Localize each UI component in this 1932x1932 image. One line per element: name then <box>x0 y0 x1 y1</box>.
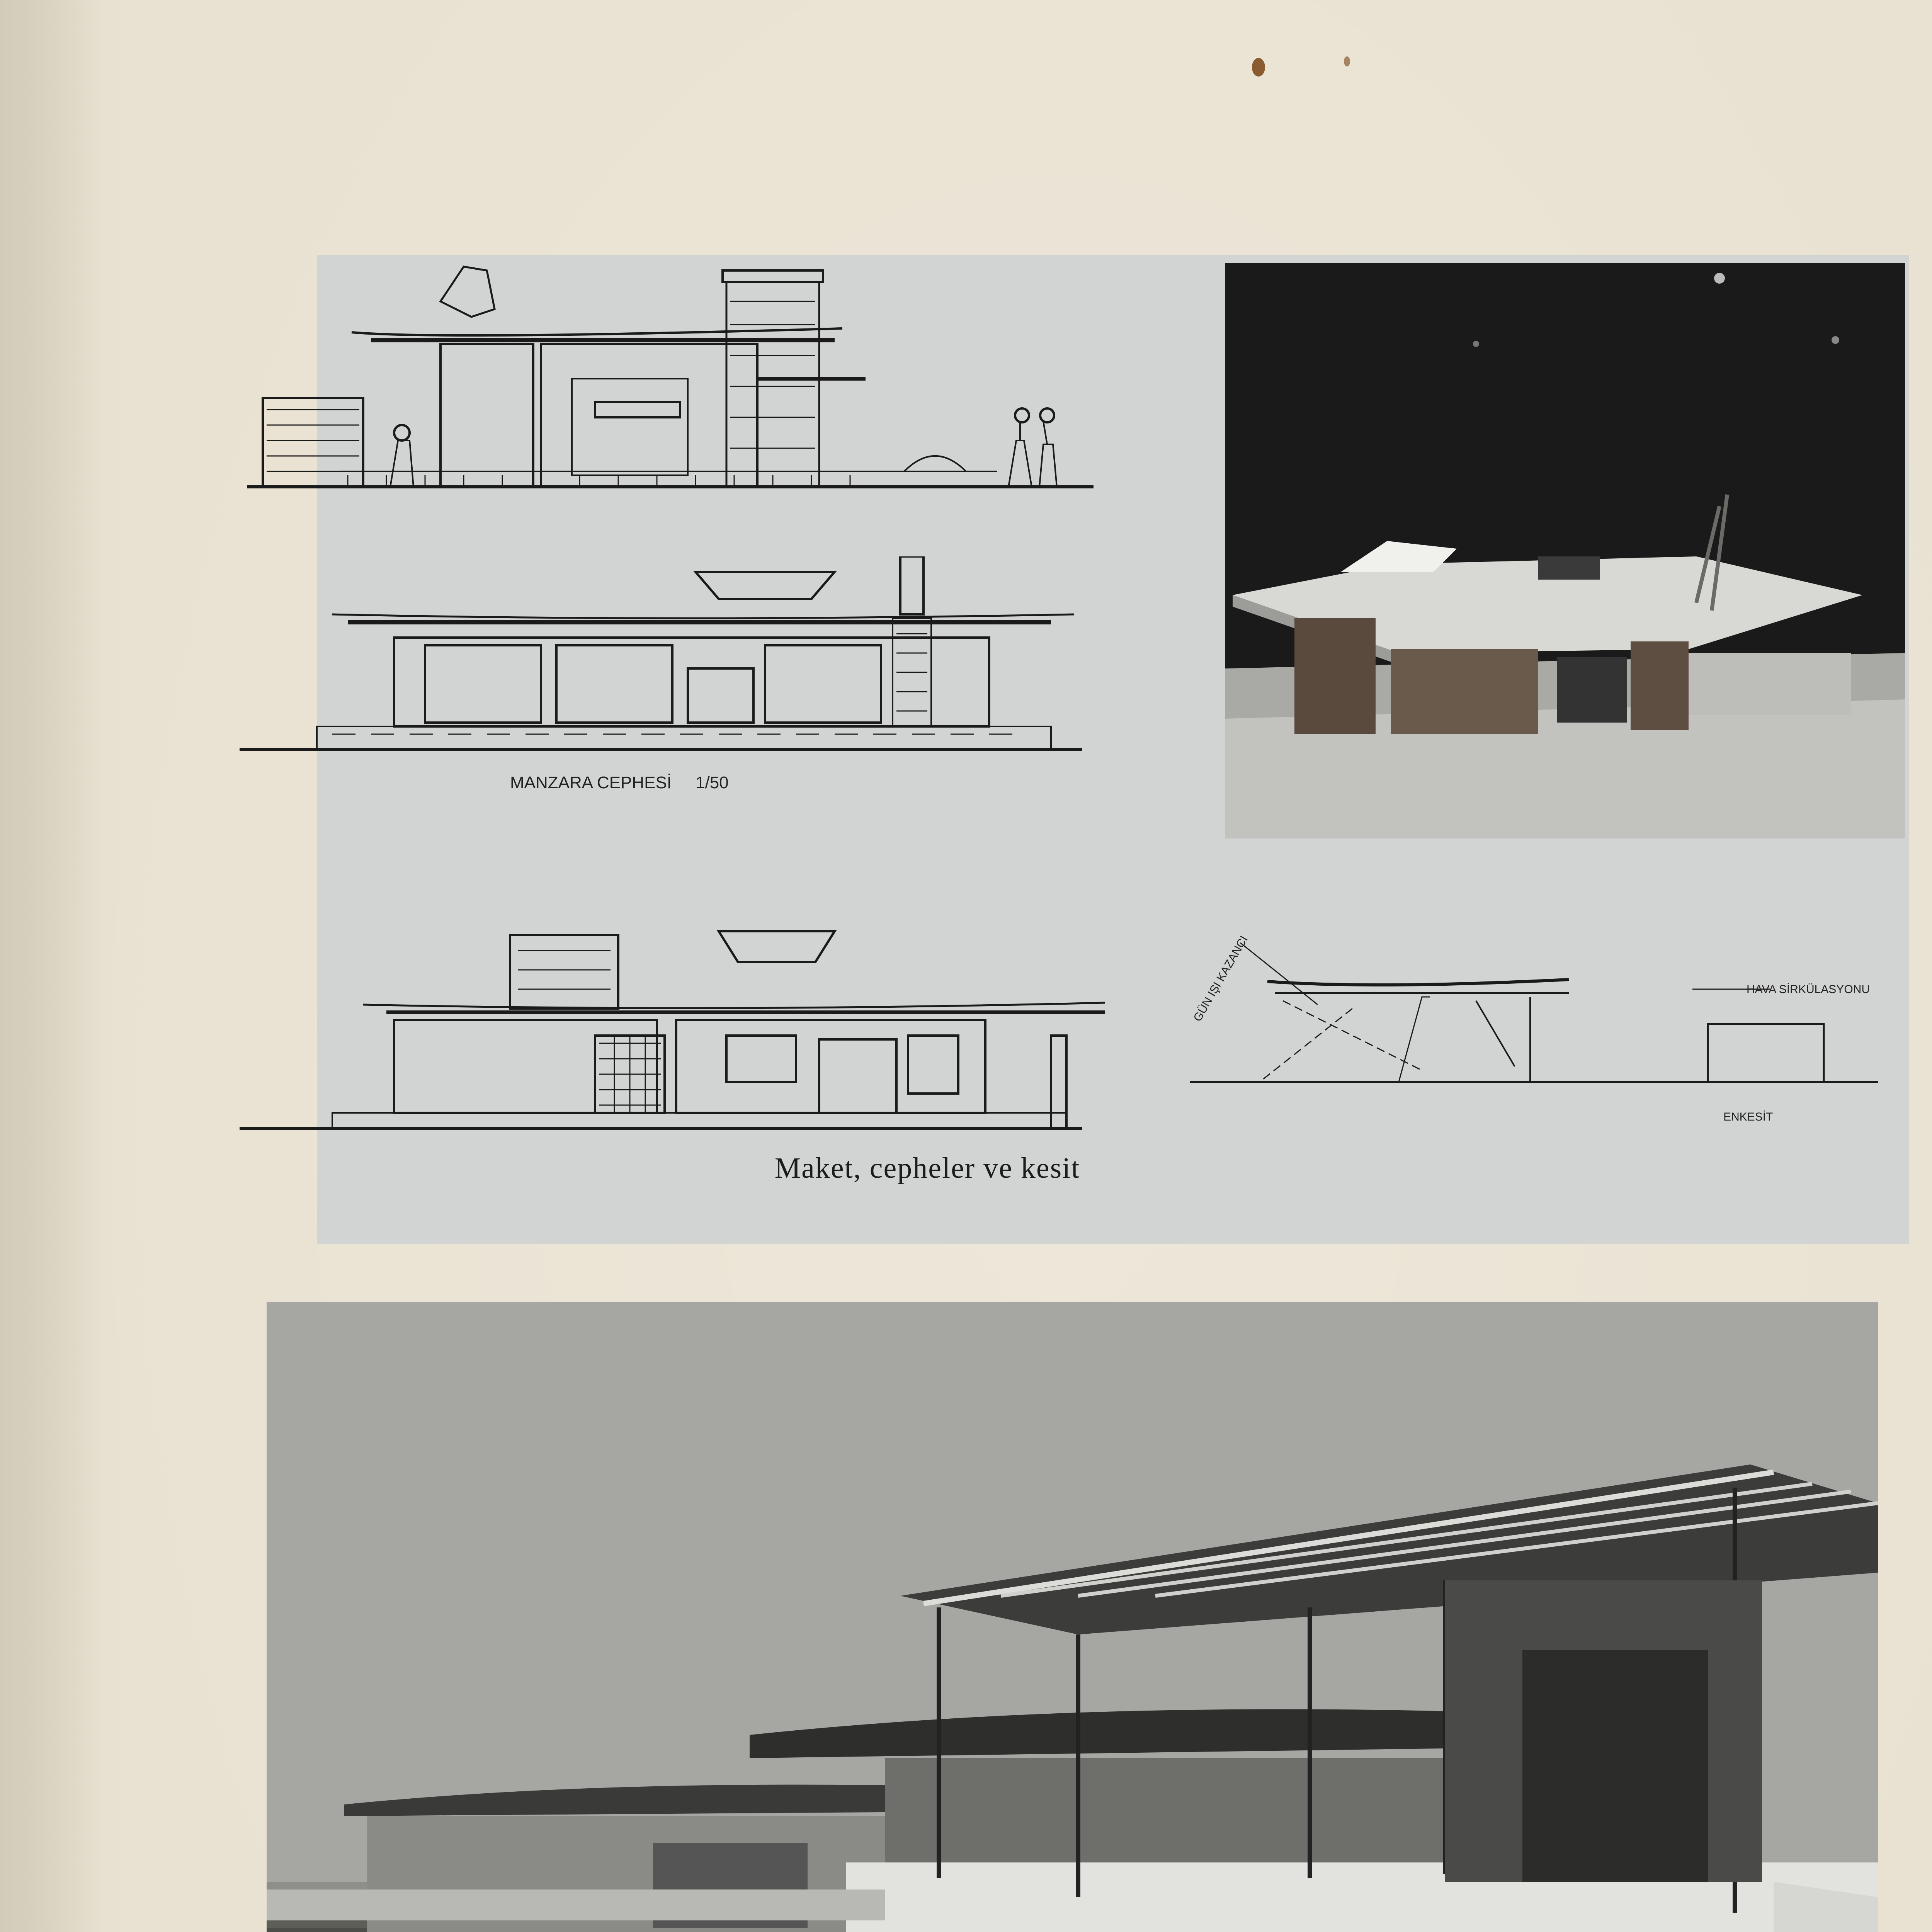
house-exterior-image <box>267 1302 1878 1932</box>
elevation-drawing-1 <box>224 255 1097 526</box>
architectural-model-image <box>1225 263 1905 838</box>
elevation-drawing-2 <box>216 556 1105 796</box>
section-label-bottom: ENKESİT <box>1723 1111 1773 1123</box>
elevation-drawing-3 <box>216 920 1105 1159</box>
figure-caption: Maket, cepheler ve kesit <box>774 1152 1080 1184</box>
house-exterior-photo <box>267 1302 1878 1932</box>
paper-stain <box>1252 58 1265 77</box>
elevation-2-label: MANZARA CEPHESİ <box>510 773 672 792</box>
model-photo <box>1225 263 1905 838</box>
elevation-2-scale: 1/50 <box>696 773 729 792</box>
section-drawing <box>1182 912 1893 1151</box>
torn-left-edge <box>0 0 100 1932</box>
paper-stain <box>1344 56 1350 66</box>
section-label-left: GÜN IŞI KAZANCI <box>1191 934 1251 1024</box>
section-label-right: HAVA SİRKÜLASYONU <box>1747 983 1870 996</box>
